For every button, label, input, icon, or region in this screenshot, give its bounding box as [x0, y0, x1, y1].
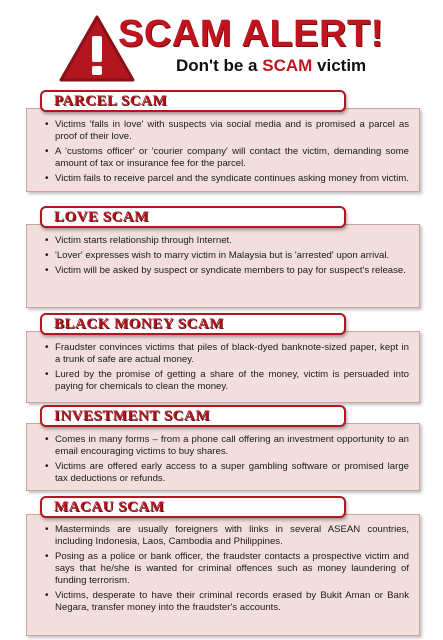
- page-title: SCAM ALERT!: [118, 13, 384, 55]
- bullet-list: [45, 119, 409, 185]
- section-body: [26, 108, 420, 192]
- section-heading: [40, 496, 346, 518]
- bullet-list: [45, 434, 409, 485]
- bullet-list: [45, 342, 409, 393]
- section-title: BLACK MONEY SCAM: [54, 316, 224, 332]
- section-title: MACAU SCAM: [54, 499, 165, 515]
- list-item: • Masterminds are usually foreigners with links in several ASEAN countries, including Indonesia, Laos, Cambodia and Philippines.: [45, 524, 409, 548]
- section-body: [26, 514, 420, 636]
- section-heading: [40, 90, 346, 112]
- section-title: PARCEL SCAM: [54, 93, 168, 109]
- section-title: INVESTMENT SCAM: [54, 408, 210, 424]
- page-subtitle: [176, 56, 366, 76]
- section-body: [26, 423, 420, 491]
- list-item: • Victims 'falls in love' with suspects via social media and is promised a parcel as proof of their love.: [45, 119, 409, 143]
- list-item: • 'Lover' expresses wish to marry victim in Malaysia but is 'arrested' upon arrival.: [45, 250, 409, 262]
- list-item: • Lured by the promise of getting a share of the money, victim is persuaded into paying for chemicals to clean the money.: [45, 369, 409, 393]
- list-item: • Victims are offered early access to a super gambling software or promised large tax deductions or refunds.: [45, 461, 409, 485]
- subtitle-suffix: victim: [317, 56, 367, 75]
- section-body: [26, 331, 420, 403]
- header: [0, 0, 443, 92]
- section-heading: [40, 313, 346, 335]
- list-item: • Victims, desperate to have their criminal records erased by Bukit Aman or Bank Negara, transfer money into the fraudster's accounts.: [45, 590, 409, 614]
- list-item: • Victim will be asked by suspect or syndicate members to pay for suspect's release.: [45, 265, 409, 277]
- list-item: • Posing as a police or bank officer, the fraudster contacts a prospective victim and says that he/she is wanted for criminal offences such as money laundering of funding terrorism.: [45, 551, 409, 587]
- section-heading: [40, 206, 346, 228]
- bullet-list: [45, 524, 409, 614]
- list-item: • Victim fails to receive parcel and the syndicate continues asking money from victim.: [45, 173, 409, 185]
- section-heading: [40, 405, 346, 427]
- list-item: • Victim starts relationship through Internet.: [45, 235, 409, 247]
- section-body: [26, 224, 420, 308]
- subtitle-prefix: Don't be a: [176, 56, 258, 75]
- list-item: • Fraudster convinces victims that piles of black-dyed banknote-sized paper, kept in a trunk of safe are actual money.: [45, 342, 409, 366]
- subtitle-highlight: SCAM: [262, 56, 313, 75]
- list-item: • A 'customs officer' or 'courier company' will contact the victim, demanding some amount of tax or insurance fee for the parcel.: [45, 146, 409, 170]
- section-title: LOVE SCAM: [54, 209, 149, 225]
- list-item: • Comes in many forms – from a phone call offering an investment opportunity to an email encouraging victims to buy shares.: [45, 434, 409, 458]
- bullet-list: [45, 235, 409, 277]
